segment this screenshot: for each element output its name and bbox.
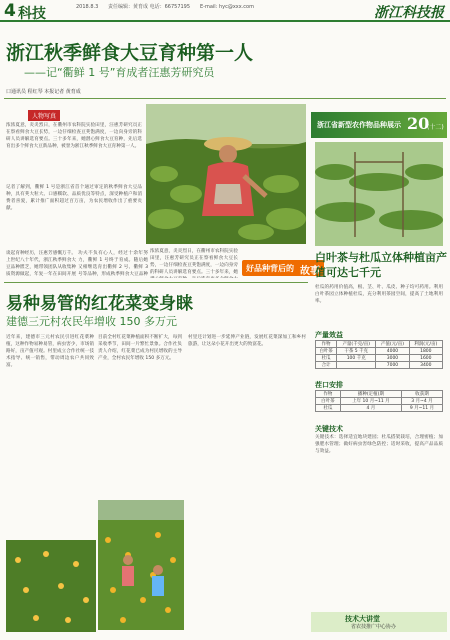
table-cell: 杜瓜: [316, 405, 341, 412]
table-cell: 干茶 5 千克: [337, 348, 376, 355]
second-subheadline: 建德三元村农民年增收 150 多万元: [6, 315, 177, 328]
table-header-cell: 作物: [316, 391, 341, 398]
calendar-table: [315, 390, 443, 412]
divider: [4, 282, 308, 283]
second-paragraph-3: 村里还计划进一步延伸产业链，发展红花菜深加工和乡村旅游，让这朵小花开出更大的致富花。: [188, 335, 306, 347]
table-row: [316, 362, 443, 369]
table-header-cell: 播种(定植)期: [340, 391, 401, 398]
researcher-photo: [146, 104, 306, 244]
sidebar-variety-showcase: [311, 112, 447, 632]
table-cell: 3 月~4 月: [401, 398, 442, 405]
table-cell: 1800: [409, 348, 442, 355]
sidebar-banner-number: 20: [407, 114, 430, 133]
sidebar-intro: 杜瓜的药用价值高，根、茎、叶、瓜皮、种子均可药用。利用白叶茶园立体种植杜瓜，充分利用茶园空间，提高了土地利用率。: [315, 285, 443, 304]
table-cell: 100 千克: [337, 355, 376, 362]
lead-subheadline: ——记“衢鲜 1 号”育成者汪惠芳研究员: [24, 66, 215, 79]
calendar-label: 茬口安排: [315, 381, 343, 389]
editor-info: 责任编辑：黄育成 电话：66757195: [108, 4, 191, 10]
farmers-photo: [98, 500, 184, 630]
table-cell: 杜瓜: [316, 355, 337, 362]
footer-subtitle: 省农技推广中心协办: [351, 624, 397, 630]
photo-section-tag: 人物写真: [28, 110, 60, 121]
newspaper-masthead: 浙江科技报: [374, 5, 444, 21]
lead-paragraph-4: 功夫不负有心人，经过十余年努力，衢鲜 1 号终于育成。随后她又相继选育出衢鲜 2 号、衢鲜 3 号等品种，形成秋季鲜食大豆品种: [78, 251, 148, 277]
footer-title: 技术大讲堂: [345, 615, 380, 623]
table-cell: [337, 362, 376, 369]
table-cell: 7000: [376, 362, 409, 369]
table-row: [316, 348, 443, 355]
table-cell: 上年 10 月~11 月: [340, 398, 401, 405]
table-header-cell: 产值(元/亩): [376, 341, 409, 348]
table-cell: 4 月: [340, 405, 401, 412]
lead-paragraph-5: 浓浓夏意，炎炎烈日，在衢州市农科院实验田里，汪惠芳研究员正在察看鲜食大豆长势，一边仔细检查豆荚饱满度，一边向身旁的科研人员讲解选育要点。三十多年来，她: [150, 249, 238, 275]
lead-headline: 浙江秋季鲜食大豆育种第一人: [6, 42, 254, 64]
issue-date: 2018.8.3: [76, 4, 99, 10]
editor-email: E-mail: hyc@xxx.com: [200, 4, 254, 10]
tech-label: 关键技术: [315, 425, 343, 433]
story-banner-text: 好品种背后的: [246, 264, 294, 273]
sidebar-headline: 白叶茶与杜瓜立体种植亩产值可达七千元: [315, 251, 447, 279]
lead-paragraph-1: 浓浓夏意，炎炎烈日，在衢州市农科院实验田里，汪惠芳研究员正在察看鲜食大豆长势，一边仔细检查豆荚饱满度，一边向身旁的科研人员讲解选育要点。三十多年来，她潜心鲜食大豆育种，先后选育出多个鲜食大豆新品种，被誉为浙江秋季鲜食大豆育种第一人。: [6, 123, 142, 149]
second-headline: 易种易管的红花菜变身睐: [6, 294, 193, 314]
table-header-row: [316, 341, 443, 348]
lead-paragraph-3: 谈起育种经历，汪惠芳感慨万千。上世纪八十年代，浙江秋季鲜食大豆品种匮乏，她带领团队从收集种质资源做起，年复一年在田间开展: [6, 251, 76, 277]
second-paragraph-2: 目前全村红花菜种植面积不断扩大，每到采收季节，田间一片繁忙景象。合作社负责人介绍，红花菜已成为村民增收的主导产业，全村农民年增收 150 多万元。: [98, 335, 182, 361]
table-row: [316, 405, 443, 412]
table-header-cell: 产量(千克/亩): [337, 341, 376, 348]
table-cell: 3400: [409, 362, 442, 369]
table-header-cell: 收获期: [401, 391, 442, 398]
second-paragraph-1: 近年来，建德市三元村农民引进红花菜种植，这种作物易种易管，病虫害少，市场销路好，亩产值可观。村里成立合作社统一技术指导、统一销售，带动周边农户共同致富。: [6, 335, 94, 368]
lead-byline: 口通讯员 程红琴 本报记者 黄育成: [6, 89, 81, 95]
page-header: [0, 0, 450, 22]
table-row: [316, 398, 443, 405]
output-label: 产量效益: [315, 331, 343, 339]
story-banner-big: 故事: [300, 266, 320, 277]
section-name: 科技: [18, 6, 46, 22]
page-number: 4: [4, 1, 16, 21]
tea-garden-photo: [315, 142, 443, 246]
table-cell: 白叶茶: [316, 348, 337, 355]
field-photo: [6, 540, 96, 632]
table-header-row: [316, 391, 443, 398]
table-cell: 合计: [316, 362, 337, 369]
table-header-cell: 作物: [316, 341, 337, 348]
table-row: [316, 355, 443, 362]
table-cell: 1600: [409, 355, 442, 362]
output-table: [315, 340, 443, 369]
table-cell: 9 月~11 月: [401, 405, 442, 412]
sidebar-banner-suffix: (十二): [427, 124, 444, 131]
divider: [4, 98, 446, 99]
sidebar-footer: [311, 612, 447, 632]
table-cell: 3000: [376, 355, 409, 362]
sidebar-banner: [311, 112, 447, 138]
sidebar-banner-text: 浙江省新型农作物品种展示: [317, 121, 401, 129]
lead-paragraph-2: 记者了解到，衢鲜 1 号是浙江省首个通过审定的秋季鲜食大豆品种，具有荚大粒大、口感糯软、品质优良等特点，深受种植户和消费者喜爱，累计推广面积超过百万亩，为农民增收作出了重要贡献。: [6, 185, 142, 211]
table-cell: 白叶茶: [316, 398, 341, 405]
table-cell: 4000: [376, 348, 409, 355]
table-header-cell: 利润(元/亩): [409, 341, 442, 348]
sidebar-tech-text: 关键技术：选择适宜地块建园；杜瓜搭架栽培，合理密植；加强肥水管理；做好病虫害绿色防控；适时采收，提高产品品质与效益。: [315, 435, 443, 454]
